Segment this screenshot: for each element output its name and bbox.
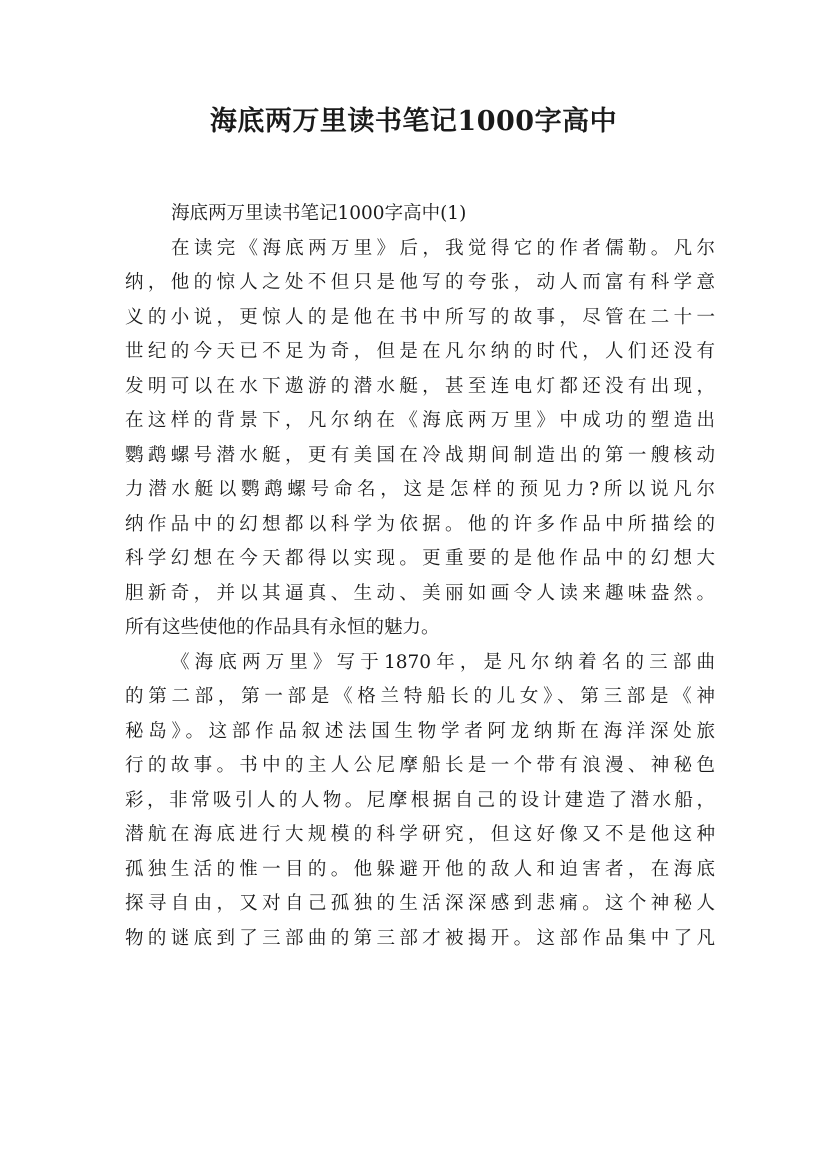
text-line: 纳，他的惊人之处不但只是他写的夸张，动人而富有科学意	[125, 272, 715, 293]
section-heading: 海底两万里读书笔记1000字高中(1)	[171, 203, 467, 224]
document-title: 海底两万里读书笔记1000字高中	[209, 106, 618, 137]
paragraph-1	[125, 232, 715, 646]
text-line: 所有这些使他的作品具有永恒的魅力。	[125, 617, 440, 638]
text-line: 《海底两万里》写于1870年，是凡尔纳着名的三部曲	[171, 651, 715, 673]
text-line: 鹦鹉螺号潜水艇，更有美国在冷战期间制造出的第一艘核动	[125, 444, 715, 466]
text-line: 秘岛》。这部作品叙述法国生物学者阿龙纳斯在海洋深处旅	[125, 720, 715, 742]
text-line: 世纪的今天已不足为奇，但是在凡尔纳的时代，人们还没有	[125, 341, 715, 362]
paragraph-2	[125, 646, 715, 957]
text-line: 发明可以在水下遨游的潜水艇，甚至连电灯都还没有出现，	[125, 375, 715, 397]
document-body	[125, 197, 715, 956]
text-line: 力潜水艇以鹦鹉螺号命名，这是怎样的预见力?所以说凡尔	[125, 479, 715, 500]
text-line: 的第二部，第一部是《格兰特船长的儿女》、第三部是《神	[125, 686, 715, 707]
text-line: 彩，非常吸引人的人物。尼摩根据自己的设计建造了潜水船，	[125, 789, 715, 811]
text-line: 在读完《海底两万里》后，我觉得它的作者儒勒。凡尔	[171, 237, 715, 259]
text-line: 科学幻想在今天都得以实现。更重要的是他作品中的幻想大	[125, 548, 715, 569]
text-line: 行的故事。书中的主人公尼摩船长是一个带有浪漫、神秘色	[125, 755, 715, 776]
text-line: 潜航在海底进行大规模的科学研究，但这好像又不是他这种	[125, 824, 715, 845]
text-line: 在这样的背景下，凡尔纳在《海底两万里》中成功的塑造出	[125, 410, 715, 431]
text-line: 孤独生活的惟一目的。他躲避开他的敌人和迫害者，在海底	[125, 858, 715, 880]
text-line: 物的谜底到了三部曲的第三部才被揭开。这部作品集中了凡	[125, 927, 715, 949]
text-line: 胆新奇，并以其逼真、生动、美丽如画令人读来趣味盎然。	[125, 582, 715, 604]
text-line: 纳作品中的幻想都以科学为依据。他的许多作品中所描绘的	[125, 513, 715, 535]
text-line: 义的小说，更惊人的是他在书中所写的故事，尽管在二十一	[125, 306, 715, 328]
text-line: 探寻自由，又对自己孤独的生活深深感到悲痛。这个神秘人	[125, 893, 715, 914]
